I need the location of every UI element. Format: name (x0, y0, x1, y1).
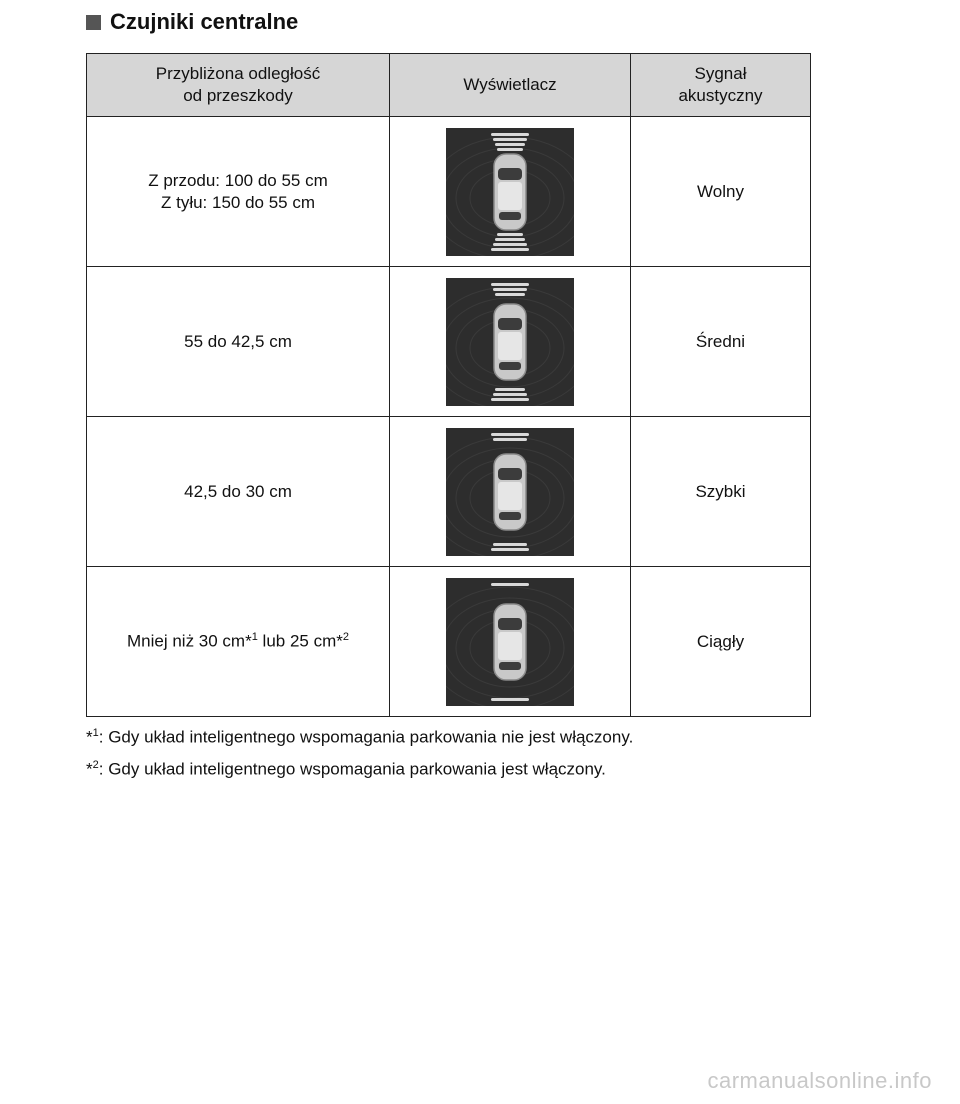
front-sensor-segment (493, 288, 527, 291)
front-sensor-segment (493, 138, 527, 141)
car-windshield (498, 468, 522, 480)
section-title (86, 9, 298, 35)
table-row (87, 417, 811, 567)
rear-sensor-segment (491, 698, 529, 701)
signal-cell: Szybki (631, 417, 811, 567)
footnote-text: : Gdy układ inteligentnego wspomagania parkowania nie jest włączony. (98, 727, 634, 747)
signal-cell: Wolny (631, 117, 811, 267)
front-sensor-segment (491, 583, 529, 586)
car-rear-window (499, 512, 521, 520)
footnote-ref-2: 2 (342, 631, 349, 644)
rear-sensor-segment (493, 393, 527, 396)
car-roof (498, 482, 522, 510)
display-cell (390, 417, 631, 567)
rear-sensor-segment (495, 388, 525, 391)
footnote-text: : Gdy układ inteligentnego wspomagania parkowania jest włączony. (98, 759, 606, 779)
footnote-number: 2 (92, 759, 99, 771)
distance-cell: 42,5 do 30 cm (87, 417, 390, 567)
front-sensor-segment (491, 433, 529, 436)
display-cell (390, 267, 631, 417)
table-row (87, 267, 811, 417)
car-roof (498, 332, 522, 360)
rear-sensor-segment (493, 543, 527, 546)
section-title-text: Czujniki centralne (110, 9, 299, 34)
footnote-1 (86, 727, 633, 748)
rear-sensor-segment (491, 548, 529, 551)
table-row (87, 117, 811, 267)
car-roof (498, 182, 522, 210)
rear-sensor-segment (491, 398, 529, 401)
car-rear-window (499, 362, 521, 370)
distance-cell (87, 567, 390, 717)
square-bullet-icon (86, 15, 101, 30)
rear-sensor-segment (497, 233, 523, 236)
footnote-mark: * (86, 727, 93, 747)
table-header-row (87, 54, 811, 117)
signal-cell: Ciągły (631, 567, 811, 717)
footnote-number: 1 (92, 727, 99, 739)
header-display: Wyświetlacz (390, 54, 631, 117)
car-top-view-sensors-closest-icon (446, 578, 574, 706)
rear-sensor-segment (491, 248, 529, 251)
sensor-distance-table (86, 53, 811, 717)
car-top-view-sensors-medium-icon (446, 278, 574, 406)
footnote-2 (86, 759, 606, 780)
front-sensor-segment (491, 133, 529, 136)
car-rear-window (499, 662, 521, 670)
rear-sensor-segment (495, 238, 525, 241)
front-sensor-segment (493, 438, 527, 441)
car-windshield (498, 318, 522, 330)
display-cell (390, 567, 631, 717)
footnote-ref-1: 1 (251, 631, 258, 644)
display-cell (390, 117, 631, 267)
car-rear-window (499, 212, 521, 220)
front-sensor-segment (491, 283, 529, 286)
car-top-view-sensors-near-icon (446, 428, 574, 556)
table-row (87, 567, 811, 717)
watermark: carmanualsonline.info (707, 1068, 932, 1093)
car-roof (498, 632, 522, 660)
car-windshield (498, 168, 522, 180)
header-signal: Sygnał akustyczny (631, 54, 811, 117)
header-distance: Przybliżona odległość od przeszkody (87, 54, 390, 117)
car-windshield (498, 618, 522, 630)
front-sensor-segment (497, 148, 523, 151)
distance-cell: Z przodu: 100 do 55 cm Z tyłu: 150 do 55 cm (87, 117, 390, 267)
car-top-view-sensors-far-icon (446, 128, 574, 256)
front-sensor-segment (495, 293, 525, 296)
rear-sensor-segment (493, 243, 527, 246)
signal-cell: Średni (631, 267, 811, 417)
distance-text-prefix: Mniej niż 30 cm* (126, 631, 252, 651)
distance-text-mid: lub 25 cm* (257, 631, 343, 651)
distance-cell: 55 do 42,5 cm (87, 267, 390, 417)
front-sensor-segment (495, 143, 525, 146)
footnote-mark: * (86, 759, 93, 779)
